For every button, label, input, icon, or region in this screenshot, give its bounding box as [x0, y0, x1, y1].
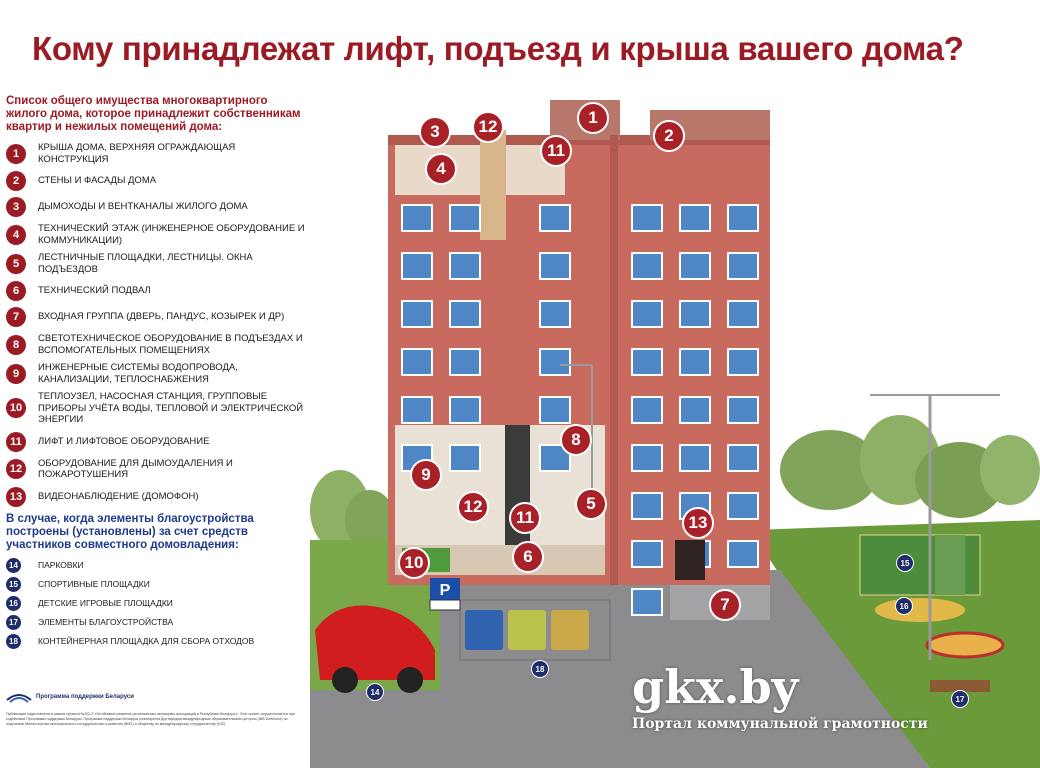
window — [728, 205, 758, 231]
area-marker: 14 — [366, 683, 384, 701]
window — [728, 541, 758, 567]
window — [632, 253, 662, 279]
building-marker: 11 — [540, 135, 572, 167]
sub-item-number-badge: 14 — [6, 558, 21, 573]
item-number-badge: 5 — [6, 254, 26, 274]
item-number-badge: 9 — [6, 364, 26, 384]
item-text: ЛЕСТНИЧНЫЕ ПЛОЩАДКИ, ЛЕСТНИЦЫ. ОКНА ПОДЪЕЗДОВ — [38, 252, 253, 275]
sub-item-text: СПОРТИВНЫЕ ПЛОЩАДКИ — [38, 579, 150, 589]
entrance-door — [675, 540, 705, 580]
window — [728, 493, 758, 519]
item-text: ТЕПЛОУЗЕЛ, НАСОСНАЯ СТАНЦИЯ, ГРУППОВЫЕ ПРИБОРЫ УЧЁТА ВОДЫ, ТЕПЛОВОЙ И ЭЛЕКТРИЧЕСКОЙ ЭНЕРГИИ — [38, 391, 304, 425]
window — [450, 349, 480, 375]
sub-list-item — [6, 577, 306, 592]
window — [450, 397, 480, 423]
window — [450, 445, 480, 471]
container-blue — [465, 610, 503, 650]
window — [680, 445, 710, 471]
property-list — [6, 95, 306, 653]
item-text: СТЕНЫ И ФАСАДЫ ДОМА — [38, 175, 157, 187]
item-text: ТЕХНИЧЕСКИЙ ПОДВАЛ — [38, 285, 151, 297]
window — [402, 205, 432, 231]
window — [632, 589, 662, 615]
page-title: Кому принадлежат лифт, подъезд и крыша вашего дома? — [32, 30, 964, 67]
footer-brand: Программа поддержки Беларуси — [36, 694, 134, 700]
list-item — [6, 362, 306, 385]
sub-item-text: ЭЛЕМЕНТЫ БЛАГОУСТРОЙСТВА — [38, 617, 174, 627]
building-marker: 13 — [682, 507, 714, 539]
program-logo-icon — [6, 690, 32, 704]
list-item — [6, 333, 306, 356]
building-marker: 12 — [457, 491, 489, 523]
window — [540, 253, 570, 279]
sub-item-number-badge: 18 — [6, 634, 21, 649]
window — [680, 397, 710, 423]
list-item — [6, 197, 306, 217]
list-item — [6, 223, 306, 246]
item-text: ДЫМОХОДЫ И ВЕНТКАНАЛЫ ЖИЛОГО ДОМА — [38, 201, 248, 213]
list-item — [6, 142, 306, 165]
list-item — [6, 252, 306, 275]
building-marker: 6 — [512, 541, 544, 573]
watermark-brand: gkx.by — [632, 660, 799, 714]
list-intro: Список общего имущества многоквартирного жилого дома, которое принадлежит собственникам квартир и нежилых помещений дома: — [6, 95, 301, 133]
footer-fine-print: Публикация подготовлена в рамках проекта №SI2-2 «Устойчивое развитие региональных жилищных ассоциаций в Республике Беларусь». Этот проект осуществляется при содействии Программы поддержки Беларуси. Программа поддержки Беларуси реализуется Дортмундом международным образовательным центром (IBB Dortmund) по поручению Министерства экономического сотрудничества и развития (BMZ) и обществу по международному сотрудничеству (GIZ). — [6, 712, 295, 726]
item-number-badge: 12 — [6, 459, 26, 479]
window — [402, 253, 432, 279]
building-marker: 8 — [560, 424, 592, 456]
window — [632, 445, 662, 471]
area-marker: 17 — [951, 690, 969, 708]
container-yellow — [508, 610, 546, 650]
sub-item-number-badge: 15 — [6, 577, 21, 592]
item-text: КРЫША ДОМА, ВЕРХНЯЯ ОГРАЖДАЮЩАЯ КОНСТРУКЦИЯ — [38, 142, 236, 165]
watermark-subtitle: Портал коммунальной грамотности — [632, 716, 928, 732]
list-item — [6, 458, 306, 481]
item-text: СВЕТОТЕХНИЧЕСКОЕ ОБОРУДОВАНИЕ В ПОДЪЕЗДАХ И ВСПОМОГАТЕЛЬНЫХ ПОМЕЩЕНИЯХ — [38, 333, 303, 356]
parking-sign-label: P — [439, 582, 451, 599]
window — [632, 205, 662, 231]
item-number-badge: 13 — [6, 487, 26, 507]
item-number-badge: 8 — [6, 335, 26, 355]
area-marker: 16 — [895, 597, 913, 615]
window — [632, 397, 662, 423]
sub-item-text: ПАРКОВКИ — [38, 560, 84, 570]
window — [540, 301, 570, 327]
building-marker: 9 — [410, 459, 442, 491]
list-item — [6, 281, 306, 301]
building-marker: 4 — [425, 153, 457, 185]
item-number-badge: 10 — [6, 398, 26, 418]
list-item — [6, 432, 306, 452]
window — [450, 253, 480, 279]
item-text: ОБОРУДОВАНИЕ ДЛЯ ДЫМОУДАЛЕНИЯ И ПОЖАРОТУШЕНИЯ — [38, 457, 233, 480]
item-number-badge: 4 — [6, 225, 26, 245]
building-marker: 7 — [709, 589, 741, 621]
window — [540, 349, 570, 375]
item-text: ВХОДНАЯ ГРУППА (ДВЕРЬ, ПАНДУС, КОЗЫРЕК И ДР) — [38, 311, 285, 323]
item-text: ИНЖЕНЕРНЫЕ СИСТЕМЫ ВОДОПРОВОДА, КАНАЛИЗАЦИИ, ТЕПЛОСНАБЖЕНИЯ — [38, 362, 238, 385]
window — [680, 301, 710, 327]
sub-list-item — [6, 634, 306, 649]
item-text: ВИДЕОНАБЛЮДЕНИЕ (ДОМОФОН) — [38, 490, 199, 502]
items-list — [6, 142, 306, 507]
sub-item-text: ДЕТСКИЕ ИГРОВЫЕ ПЛОЩАДКИ — [38, 598, 173, 608]
sub-list-item — [6, 558, 306, 573]
window — [402, 349, 432, 375]
list-item — [6, 487, 306, 507]
window — [402, 397, 432, 423]
building-marker: 10 — [398, 547, 430, 579]
building-marker: 11 — [509, 502, 541, 534]
window — [540, 205, 570, 231]
window — [728, 301, 758, 327]
item-number-badge: 7 — [6, 307, 26, 327]
sub-list-item — [6, 596, 306, 611]
window — [680, 253, 710, 279]
window — [450, 205, 480, 231]
window — [632, 301, 662, 327]
sub-list-item — [6, 615, 306, 630]
window — [728, 445, 758, 471]
list-item — [6, 391, 306, 426]
footer — [6, 690, 306, 727]
item-text: ЛИФТ И ЛИФТОВОЕ ОБОРУДОВАНИЕ — [38, 435, 210, 447]
item-number-badge: 2 — [6, 171, 26, 191]
container-brown — [551, 610, 589, 650]
item-number-badge: 1 — [6, 144, 26, 164]
list-item — [6, 307, 306, 327]
window — [728, 349, 758, 375]
window — [540, 397, 570, 423]
building-marker: 2 — [653, 120, 685, 152]
window — [728, 397, 758, 423]
area-marker: 15 — [896, 554, 914, 572]
building-marker: 3 — [419, 116, 451, 148]
sub-item-number-badge: 17 — [6, 615, 21, 630]
sub-items-list — [6, 558, 306, 649]
window — [680, 205, 710, 231]
window — [632, 349, 662, 375]
item-text: ТЕХНИЧЕСКИЙ ЭТАЖ (ИНЖЕНЕРНОЕ ОБОРУДОВАНИЕ И КОММУНИКАЦИИ) — [38, 223, 305, 246]
sub-item-number-badge: 16 — [6, 596, 21, 611]
item-number-badge: 11 — [6, 432, 26, 452]
building-marker: 1 — [577, 102, 609, 134]
window — [680, 349, 710, 375]
sub-intro: В случае, когда элементы благоустройства построены (установлены) за счет средств участников совместного домовладения: — [6, 512, 254, 551]
sub-item-text: КОНТЕЙНЕРНАЯ ПЛОЩАДКА ДЛЯ СБОРА ОТХОДОВ — [38, 636, 255, 646]
building-marker: 12 — [472, 111, 504, 143]
window — [632, 541, 662, 567]
building-marker: 5 — [575, 488, 607, 520]
window — [450, 301, 480, 327]
window — [728, 253, 758, 279]
window — [402, 301, 432, 327]
item-number-badge: 3 — [6, 197, 26, 217]
area-marker: 18 — [531, 660, 549, 678]
list-item — [6, 171, 306, 191]
item-number-badge: 6 — [6, 281, 26, 301]
window — [632, 493, 662, 519]
